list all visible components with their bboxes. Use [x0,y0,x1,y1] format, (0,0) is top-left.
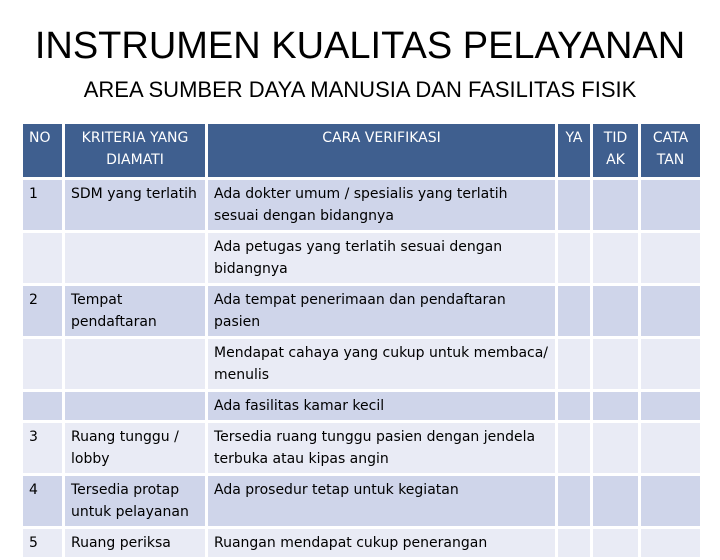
row-kriteria: Ruang tunggu / lobby [64,422,207,475]
row-tidak-cell[interactable] [592,232,640,285]
row-tidak-cell[interactable] [592,475,640,528]
header-ya: YA [557,123,592,179]
row-catatan-cell[interactable] [640,285,702,338]
row-ya-cell[interactable] [557,232,592,285]
row-ya-cell[interactable] [557,391,592,422]
row-no: 2 [22,285,64,338]
row-cara-verifikasi: Ada fasilitas kamar kecil [207,391,557,422]
quality-instrument-table [20,121,703,560]
row-no: 4 [22,475,64,528]
table-row [22,338,702,391]
row-tidak-cell[interactable] [592,338,640,391]
row-cara-verifikasi: Mendapat cahaya yang cukup untuk membaca/ menulis [207,338,557,391]
header-kriteria: KRITERIA YANG DIAMATI [64,123,207,179]
row-no [22,391,64,422]
header-cara-verifikasi: CARA VERIFIKASI [207,123,557,179]
row-ya-cell[interactable] [557,179,592,232]
page-subtitle: AREA SUMBER DAYA MANUSIA DAN FASILITAS FISIK [83,77,637,102]
table-row [22,179,702,232]
row-kriteria: SDM yang terlatih [64,179,207,232]
row-cara-verifikasi: Ada dokter umum / spesialis yang terlatih sesuai dengan bidangnya [207,179,557,232]
row-catatan-cell[interactable] [640,179,702,232]
table-row [22,232,702,285]
row-catatan-cell[interactable] [640,528,702,559]
row-cara-verifikasi: Tersedia ruang tunggu pasien dengan jendela terbuka atau kipas angin [207,422,557,475]
table-row [22,391,702,422]
page-title: INSTRUMEN KUALITAS PELAYANAN [34,25,686,67]
row-catatan-cell[interactable] [640,422,702,475]
row-ya-cell[interactable] [557,475,592,528]
row-ya-cell[interactable] [557,285,592,338]
row-no [22,338,64,391]
row-tidak-cell[interactable] [592,391,640,422]
row-cara-verifikasi: Ada tempat penerimaan dan pendaftaran pasien [207,285,557,338]
row-kriteria [64,391,207,422]
row-ya-cell[interactable] [557,338,592,391]
table-row [22,528,702,559]
row-kriteria: Ruang periksa [64,528,207,559]
row-catatan-cell[interactable] [640,232,702,285]
row-cara-verifikasi: Ada petugas yang terlatih sesuai dengan bidangnya [207,232,557,285]
row-tidak-cell[interactable] [592,528,640,559]
row-no [22,232,64,285]
row-kriteria [64,338,207,391]
table-row [22,285,702,338]
row-catatan-cell[interactable] [640,338,702,391]
row-tidak-cell[interactable] [592,285,640,338]
row-cara-verifikasi: Ada prosedur tetap untuk kegiatan [207,475,557,528]
row-tidak-cell[interactable] [592,179,640,232]
row-no: 5 [22,528,64,559]
header-no: NO [22,123,64,179]
row-catatan-cell[interactable] [640,475,702,528]
row-no: 1 [22,179,64,232]
row-cara-verifikasi: Ruangan mendapat cukup penerangan [207,528,557,559]
row-tidak-cell[interactable] [592,422,640,475]
header-catatan: CATA TAN [640,123,702,179]
row-ya-cell[interactable] [557,422,592,475]
row-no: 3 [22,422,64,475]
table-header-row [22,123,702,179]
header-tidak: TID AK [592,123,640,179]
row-kriteria: Tersedia protap untuk pelayanan [64,475,207,528]
row-kriteria: Tempat pendaftaran [64,285,207,338]
table-row [22,422,702,475]
row-ya-cell[interactable] [557,528,592,559]
table-row [22,475,702,528]
row-kriteria [64,232,207,285]
row-catatan-cell[interactable] [640,391,702,422]
